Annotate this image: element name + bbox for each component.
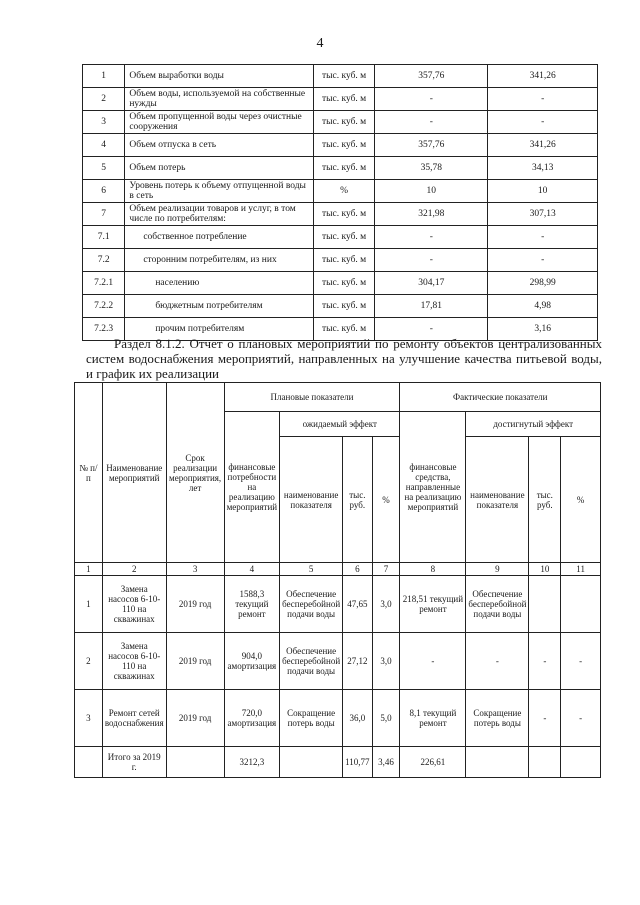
table-row	[75, 690, 601, 747]
cell-fact-name: -	[466, 633, 529, 690]
header-term: Срок реализации мероприятия, лет	[166, 383, 224, 563]
cell-term: 2019 год	[166, 576, 224, 633]
cell-num: 3	[75, 690, 103, 747]
cell-plan-pct: 3,0	[372, 576, 400, 633]
row-unit: тыс. куб. м	[313, 111, 374, 134]
table-row	[83, 88, 598, 111]
cell-plan-name: Обеспечение бесперебойной подачи воды	[280, 576, 343, 633]
row-unit: тыс. куб. м	[313, 226, 374, 249]
repair-measures-table	[74, 382, 601, 778]
row-unit: тыс. куб. м	[313, 318, 374, 341]
row-number: 7.2.3	[83, 318, 125, 341]
cell-plan-rub: 47,65	[343, 576, 372, 633]
header-fact-eff-pct: %	[561, 437, 601, 563]
header-plan-eff-pct: %	[372, 437, 400, 563]
water-balance-table	[82, 64, 598, 341]
table-row	[83, 272, 598, 295]
table-row	[83, 249, 598, 272]
row-value-plan: 304,17	[375, 272, 488, 295]
header-fact-effect: достигнутый эффект	[466, 412, 601, 437]
column-number: 5	[280, 563, 343, 576]
row-value-fact: -	[488, 111, 598, 134]
column-number: 6	[343, 563, 372, 576]
row-value-plan: 35,78	[375, 157, 488, 180]
row-unit: тыс. куб. м	[313, 157, 374, 180]
header-plan-eff-rub: тыс. руб.	[343, 437, 372, 563]
column-number: 8	[400, 563, 466, 576]
total-term	[166, 747, 224, 778]
header-plan-fin: финансовые потребности на реализацию мероприятий	[224, 412, 280, 563]
cell-plan-rub: 27,12	[343, 633, 372, 690]
row-value-fact: 10	[488, 180, 598, 203]
total-num	[75, 747, 103, 778]
header-fact: Фактические показатели	[400, 383, 601, 412]
cell-plan-fin: 1588,3 текущий ремонт	[224, 576, 280, 633]
total-plan-pct: 3,46	[372, 747, 400, 778]
row-value-fact: 307,13	[488, 203, 598, 226]
cell-fact-name: Сокращение потерь воды	[466, 690, 529, 747]
table-row	[83, 226, 598, 249]
table-row	[83, 157, 598, 180]
cell-plan-fin: 904,0 амортизация	[224, 633, 280, 690]
total-fact-rub	[529, 747, 561, 778]
row-number: 5	[83, 157, 125, 180]
row-name: Объем реализации товаров и услуг, в том числе по потребителям:	[125, 203, 314, 226]
row-number: 7.2	[83, 249, 125, 272]
page-number: 4	[316, 36, 324, 51]
cell-fact-rub: -	[529, 690, 561, 747]
header-fact-fin: финансовые средства, направленные на реализацию мероприятий	[400, 412, 466, 563]
column-number: 2	[102, 563, 166, 576]
column-number-row	[75, 563, 601, 576]
column-number: 1	[75, 563, 103, 576]
header-fact-eff-name: наименование показателя	[466, 437, 529, 563]
section-heading: Раздел 8.1.2. Отчет о плановых мероприятий по ремонту объектов централизованных систем водоснабжения мероприятий, направленных на улучшение качества питьевой воды, и график их реализации	[86, 336, 602, 381]
cell-term: 2019 год	[166, 690, 224, 747]
row-number: 4	[83, 134, 125, 157]
column-number: 4	[224, 563, 280, 576]
total-plan-name	[280, 747, 343, 778]
column-number: 11	[561, 563, 601, 576]
total-plan-fin: 3212,3	[224, 747, 280, 778]
row-name: Объем воды, используемой на собственные нужды	[125, 88, 314, 111]
row-unit: тыс. куб. м	[313, 203, 374, 226]
row-name: Объем потерь	[125, 157, 314, 180]
cell-plan-pct: 5,0	[372, 690, 400, 747]
row-number: 3	[83, 111, 125, 134]
table-row	[75, 576, 601, 633]
row-name: прочим потребителям	[125, 318, 314, 341]
row-value-fact: -	[488, 226, 598, 249]
header-num: № п/п	[75, 383, 103, 563]
cell-plan-name: Обеспечение бесперебойной подачи воды	[280, 633, 343, 690]
row-name: Объем пропущенной воды через очистные сооружения	[125, 111, 314, 134]
row-unit: тыс. куб. м	[313, 249, 374, 272]
row-value-fact: -	[488, 88, 598, 111]
header-plan-effect: ожидаемый эффект	[280, 412, 400, 437]
row-name: Объем выработки воды	[125, 65, 314, 88]
cell-name: Ремонт сетей водоснабжения	[102, 690, 166, 747]
row-unit: %	[313, 180, 374, 203]
row-number: 6	[83, 180, 125, 203]
row-unit: тыс. куб. м	[313, 134, 374, 157]
row-value-plan: -	[375, 249, 488, 272]
cell-fact-rub: -	[529, 633, 561, 690]
table-row	[83, 134, 598, 157]
table-row	[83, 111, 598, 134]
row-value-fact: 4,98	[488, 295, 598, 318]
column-number: 3	[166, 563, 224, 576]
column-number: 9	[466, 563, 529, 576]
row-value-plan: -	[375, 111, 488, 134]
cell-fact-rub	[529, 576, 561, 633]
table-row	[83, 180, 598, 203]
row-name: бюджетным потребителям	[125, 295, 314, 318]
row-value-fact: -	[488, 249, 598, 272]
row-number: 7.2.2	[83, 295, 125, 318]
row-number: 7	[83, 203, 125, 226]
cell-num: 1	[75, 576, 103, 633]
cell-name: Замена насосов 6-10-110 на скважинах	[102, 633, 166, 690]
table-row	[83, 295, 598, 318]
row-unit: тыс. куб. м	[313, 88, 374, 111]
row-value-fact: 34,13	[488, 157, 598, 180]
row-value-fact: 298,99	[488, 272, 598, 295]
header-name: Наименование мероприятий	[102, 383, 166, 563]
row-value-plan: -	[375, 88, 488, 111]
total-row	[75, 747, 601, 778]
row-value-fact: 341,26	[488, 134, 598, 157]
row-value-plan: -	[375, 226, 488, 249]
row-name: Уровень потерь к объему отпущенной воды в сеть	[125, 180, 314, 203]
row-unit: тыс. куб. м	[313, 295, 374, 318]
row-name: населению	[125, 272, 314, 295]
row-name: собственное потребление	[125, 226, 314, 249]
total-fact-fin: 226,61	[400, 747, 466, 778]
cell-plan-name: Сокращение потерь воды	[280, 690, 343, 747]
header-plan-eff-name: наименование показателя	[280, 437, 343, 563]
row-value-plan: -	[375, 318, 488, 341]
table-row	[83, 203, 598, 226]
row-value-fact: 341,26	[488, 65, 598, 88]
row-value-plan: 321,98	[375, 203, 488, 226]
cell-plan-fin: 720,0 амортизация	[224, 690, 280, 747]
row-unit: тыс. куб. м	[313, 272, 374, 295]
row-name: сторонним потребителям, из них	[125, 249, 314, 272]
row-value-fact: 3,16	[488, 318, 598, 341]
total-fact-pct	[561, 747, 601, 778]
cell-fact-pct	[561, 576, 601, 633]
row-value-plan: 357,76	[375, 65, 488, 88]
table-row	[83, 65, 598, 88]
cell-term: 2019 год	[166, 633, 224, 690]
header-row-1	[75, 383, 601, 412]
cell-plan-rub: 36,0	[343, 690, 372, 747]
table-row	[75, 633, 601, 690]
row-unit: тыс. куб. м	[313, 65, 374, 88]
total-plan-rub: 110,77	[343, 747, 372, 778]
cell-fact-fin: 218,51 текущий ремонт	[400, 576, 466, 633]
row-number: 7.1	[83, 226, 125, 249]
row-value-plan: 17,81	[375, 295, 488, 318]
cell-fact-pct: -	[561, 633, 601, 690]
total-fact-name	[466, 747, 529, 778]
column-number: 7	[372, 563, 400, 576]
cell-fact-fin: -	[400, 633, 466, 690]
row-name: Объем отпуска в сеть	[125, 134, 314, 157]
row-number: 1	[83, 65, 125, 88]
column-number: 10	[529, 563, 561, 576]
cell-fact-pct: -	[561, 690, 601, 747]
cell-plan-pct: 3,0	[372, 633, 400, 690]
total-label: Итого за 2019 г.	[102, 747, 166, 778]
header-plan: Плановые показатели	[224, 383, 400, 412]
cell-name: Замена насосов 6-10-110 на скважинах	[102, 576, 166, 633]
row-value-plan: 10	[375, 180, 488, 203]
header-fact-eff-rub: тыс. руб.	[529, 437, 561, 563]
row-number: 7.2.1	[83, 272, 125, 295]
cell-num: 2	[75, 633, 103, 690]
row-value-plan: 357,76	[375, 134, 488, 157]
row-number: 2	[83, 88, 125, 111]
cell-fact-fin: 8,1 текущий ремонт	[400, 690, 466, 747]
cell-fact-name: Обеспечение бесперебойной подачи воды	[466, 576, 529, 633]
